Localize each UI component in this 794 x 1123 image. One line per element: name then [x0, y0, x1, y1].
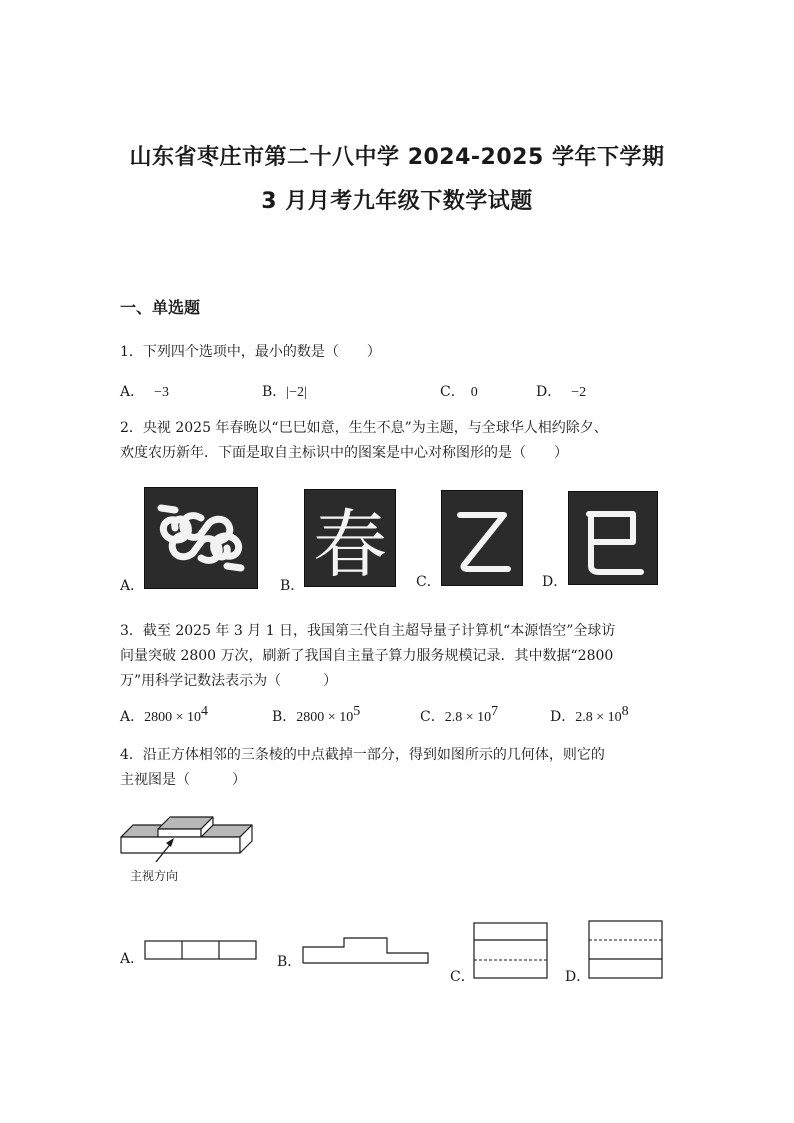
title-line-2: 3 月月考九年级下数学试题	[261, 189, 533, 214]
character-si-image[interactable]	[568, 491, 658, 585]
svg-text:春: 春	[313, 502, 387, 586]
question-4-stem-line-2: 主视图是（ ）	[120, 772, 246, 788]
option-value: −3	[154, 385, 170, 400]
q4-option-b-figure[interactable]	[302, 937, 430, 965]
question-3-stem-line-1: 3．截至 2025 年 3 月 1 日，我国第三代自主超导量子计算机“本源悟空”全球访	[120, 623, 616, 639]
swirl-pattern-image[interactable]	[144, 487, 258, 589]
q3-option-c[interactable]	[420, 706, 498, 726]
question-3-stem-line-2: 问量突破 2800 万次，刷新了我国自主量子算力服务规模记录．其中数据“2800	[120, 648, 614, 664]
q2-option-c-letter: C．	[416, 574, 441, 590]
q1-option-a[interactable]	[120, 381, 169, 401]
option-letter: C．	[420, 709, 445, 725]
si-character-icon	[569, 492, 657, 584]
q2-option-a-letter: A．	[120, 578, 145, 594]
yi-character-icon	[442, 491, 522, 585]
q4-option-c-figure[interactable]	[473, 922, 549, 980]
question-3-stem-line-3: 万”用科学记数法表示为（ ）	[120, 673, 338, 689]
option-letter: D．	[550, 709, 576, 725]
question-2-stem-line-1: 2．央视 2025 年春晚以“巳巳如意，生生不息”为主题，与全球华人相约除夕、	[120, 420, 608, 436]
option-letter: A．	[120, 384, 145, 400]
q4-option-a-letter: A．	[120, 951, 145, 967]
q4-option-d-letter: D．	[565, 969, 591, 985]
q4-option-c-letter: C．	[450, 969, 475, 985]
question-4-stem-line-1: 4．沿正方体相邻的三条棱的中点截掉一部分，得到如图所示的几何体，则它的	[120, 747, 605, 763]
option-base: 2.8 × 10	[444, 710, 492, 725]
q3-option-a[interactable]	[120, 706, 208, 726]
question-2-stem-line-2: 欢度农历新年．下面是取自主标识中的图案是中心对称图形的是（ ）	[120, 445, 568, 461]
swirl-icon	[145, 488, 257, 588]
q1-option-c[interactable]	[440, 381, 478, 401]
solid-figure-diagram	[118, 812, 258, 862]
q1-option-b[interactable]	[262, 381, 307, 401]
character-yi-image[interactable]	[441, 490, 523, 586]
q4-option-a-figure[interactable]	[144, 940, 258, 960]
option-letter: C．	[440, 384, 465, 400]
q3-option-d[interactable]	[550, 706, 629, 726]
option-exponent: 7	[491, 704, 499, 719]
q2-option-b-letter: B．	[280, 578, 305, 594]
q4-option-d-figure[interactable]	[588, 920, 664, 980]
q3-option-b[interactable]	[272, 706, 360, 726]
section-heading: 一、单选题	[120, 298, 201, 317]
option-letter: B．	[262, 384, 287, 400]
option-letter: B．	[272, 709, 297, 725]
option-exponent: 8	[621, 704, 629, 719]
character-chun-image[interactable]	[304, 489, 396, 587]
view-direction-caption: 主视方向	[130, 869, 179, 883]
q4-option-b-letter: B．	[277, 954, 302, 970]
option-value: |−2|	[286, 385, 307, 400]
chun-character-icon	[305, 490, 395, 586]
q2-option-d-letter: D．	[542, 574, 568, 590]
option-letter: D．	[536, 384, 562, 400]
option-base: 2800 × 10	[296, 710, 354, 725]
option-base: 2800 × 10	[144, 710, 202, 725]
question-1-stem: 1．下列四个选项中，最小的数是（ ）	[120, 344, 381, 360]
title-line-1: 山东省枣庄市第二十八中学 2024-2025 学年下学期	[129, 145, 665, 170]
option-base: 2.8 × 10	[575, 710, 622, 725]
option-exponent: 5	[353, 704, 361, 719]
option-value: 0	[470, 385, 478, 400]
q1-option-d[interactable]	[536, 381, 586, 401]
option-exponent: 4	[201, 704, 209, 719]
option-value: −2	[571, 385, 587, 400]
option-letter: A．	[120, 709, 145, 725]
